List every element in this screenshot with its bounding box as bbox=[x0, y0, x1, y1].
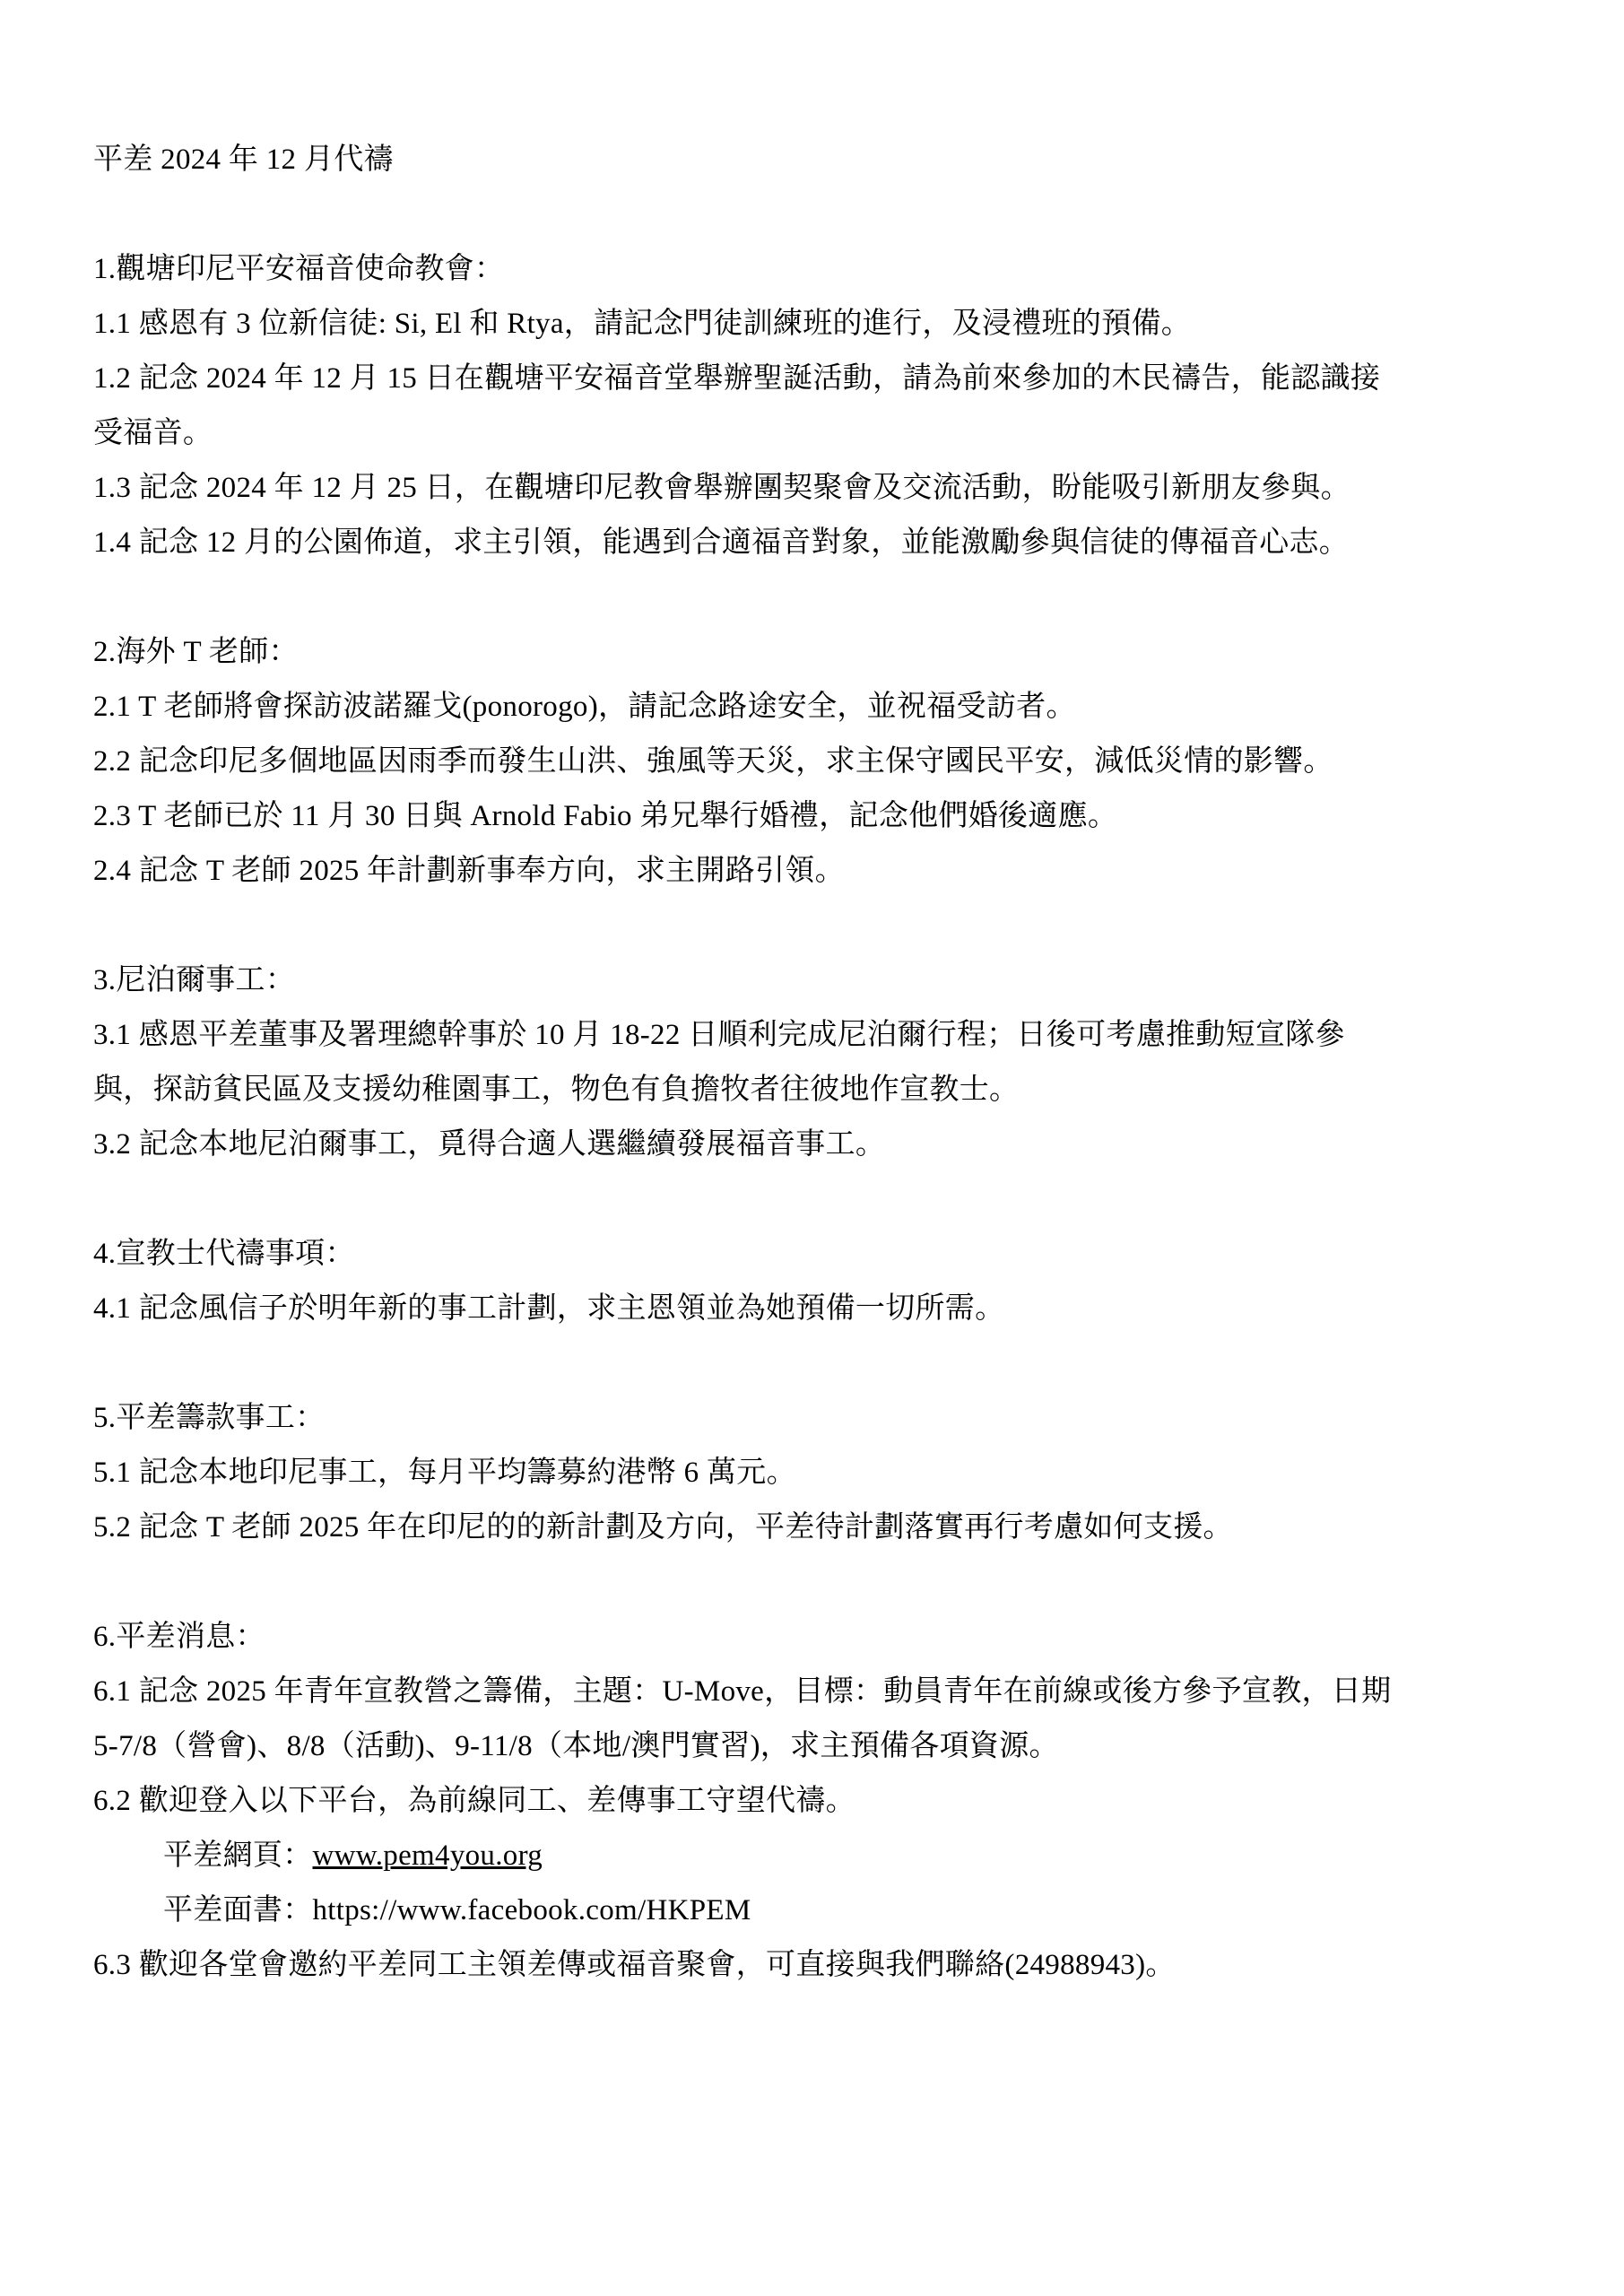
section-1-item-4: 1.4 記念 12 月的公園佈道，求主引領，能遇到合適福音對象，並能激勵參與信徒的傳福音心志。 bbox=[93, 526, 1350, 559]
section-2-item-3: 2.3 T 老師已於 11 月 30 日與 Arnold Fabio 弟兄舉行婚禮，記念他們婚後適應。 bbox=[93, 800, 1118, 832]
section-3-item-1-cont: 與，探訪貧民區及支援幼稚園事工，物色有負擔牧者往彼地作宣教士。 bbox=[93, 1074, 1020, 1106]
spacer bbox=[93, 1172, 1531, 1227]
website-link[interactable]: www.pem4you.org bbox=[312, 1839, 543, 1872]
section-2-item-2: 2.2 記念印尼多個地區因雨季而發生山洪、強風等天災，求主保守國民平安，減低災情的影響。 bbox=[93, 745, 1333, 778]
section-6-item-2: 6.2 歡迎登入以下平台，為前線同工、差傳事工守望代禱。 bbox=[93, 1785, 855, 1817]
website-row bbox=[93, 1829, 1531, 1883]
section-2-item-1: 2.1 T 老師將會探訪波諾羅戈(ponorogo)，請記念路途安全，並祝福受訪者。 bbox=[93, 691, 1076, 723]
section-5-item-2: 5.2 記念 T 老師 2025 年在印尼的的新計劃及方向，平差待計劃落實再行考慮如何支援。 bbox=[93, 1511, 1233, 1544]
section-6-heading: 6.平差消息： bbox=[93, 1621, 265, 1653]
section-5-item-1: 5.1 記念本地印尼事工，每月平均籌募約港幣 6 萬元。 bbox=[93, 1457, 796, 1489]
section-1-heading: 1.觀塘印尼平安福音使命教會： bbox=[93, 253, 505, 285]
section-6-item-1: 6.1 記念 2025 年青年宣教營之籌備，主題：U-Move，目標：動員青年在前線或後方參予宣教，日期 bbox=[93, 1675, 1392, 1708]
spacer bbox=[93, 1555, 1531, 1610]
section-6-item-1-cont: 5-7/8（營會)、8/8（活動)、9-11/8（本地/澳門實習)，求主預備各項資源。 bbox=[93, 1730, 1059, 1762]
section-1-item-1: 1.1 感恩有 3 位新信徒: Si, El 和 Rtya，請記念門徒訓練班的進行，及浸禮班的預備。 bbox=[93, 308, 1192, 340]
section-1-item-3: 1.3 記念 2024 年 12 月 25 日，在觀塘印尼教會舉辦團契聚會及交流活動，盼能吸引新朋友參與。 bbox=[93, 472, 1350, 504]
section-1-item-2: 1.2 記念 2024 年 12 月 15 日在觀塘平安福音堂舉辦聖誕活動，請為前來參加的木民禱告，能認識接 bbox=[93, 362, 1381, 395]
section-3-heading: 3.尼泊爾事工： bbox=[93, 964, 296, 996]
section-1-item-2-cont: 受福音。 bbox=[93, 417, 213, 449]
section-4-heading: 4.宣教士代禱事項： bbox=[93, 1238, 355, 1270]
section-2-item-4: 2.4 記念 T 老師 2025 年計劃新事奉方向，求主開路引領。 bbox=[93, 855, 845, 887]
section-6-item-3: 6.3 歡迎各堂會邀約平差同工主領差傳或福音聚會，可直接與我們聯絡(24988943)。 bbox=[93, 1949, 1176, 1981]
section-3-item-1: 3.1 感恩平差董事及署理總幹事於 10 月 18-22 日順利完成尼泊爾行程；日後可考慮推動短宣隊參 bbox=[93, 1019, 1345, 1051]
facebook-row bbox=[93, 1883, 1531, 1938]
section-2-heading: 2.海外 T 老師： bbox=[93, 636, 299, 668]
spacer bbox=[93, 899, 1531, 953]
spacer bbox=[93, 1336, 1531, 1391]
spacer bbox=[93, 187, 1531, 242]
spacer bbox=[93, 570, 1531, 625]
website-label: 平差網頁： bbox=[163, 1839, 313, 1872]
facebook-label: 平差面書： bbox=[163, 1894, 313, 1926]
section-3-item-2: 3.2 記念本地尼泊爾事工，覓得合適人選繼續發展福音事工。 bbox=[93, 1128, 886, 1161]
section-4-item-1: 4.1 記念風信子於明年新的事工計劃，求主恩領並為她預備一切所需。 bbox=[93, 1292, 1005, 1325]
document-title: 平差 2024 年 12 月代禱 bbox=[93, 144, 394, 176]
section-5-heading: 5.平差籌款事工： bbox=[93, 1402, 326, 1434]
facebook-link: https://www.facebook.com/HKPEM bbox=[312, 1894, 751, 1926]
